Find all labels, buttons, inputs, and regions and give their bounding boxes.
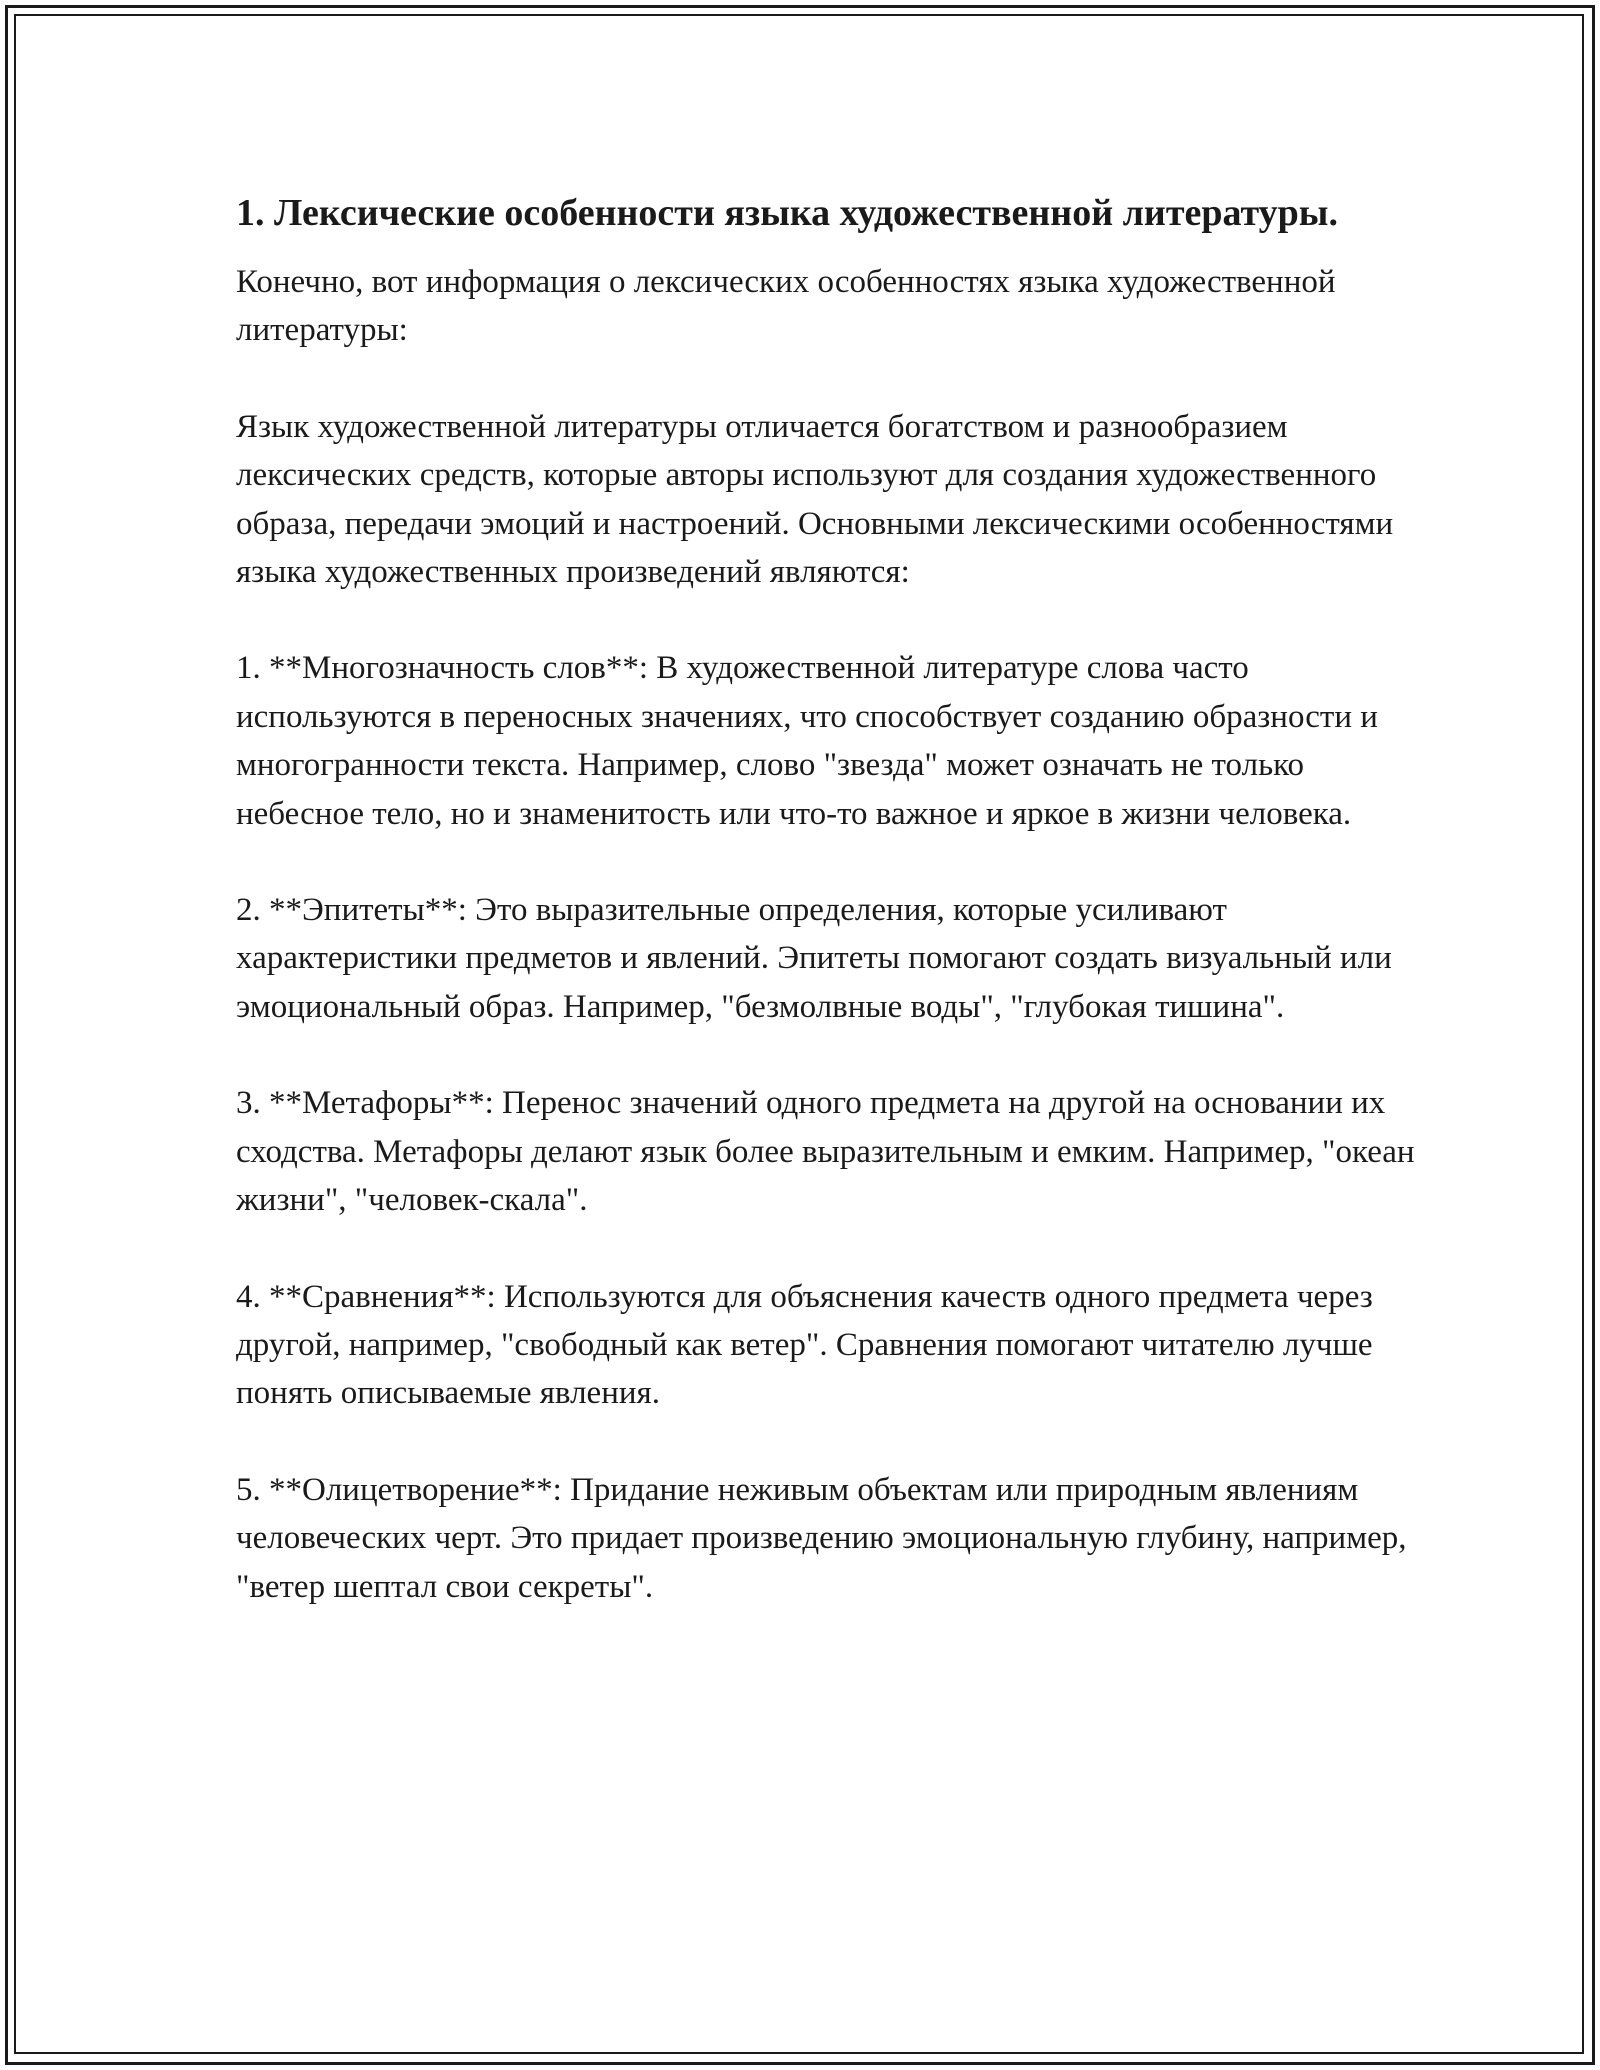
overview-paragraph: Язык художественной литературы отличается богатством и разнообразием лексических средств, которые авторы используют для создания художественного образа, передачи эмоций и настроений. Основными лексическими особенностями языка художественных произведений являются: <box>236 408 1394 591</box>
intro-paragraph: Конечно, вот информация о лексических особенностях языка художественной литературы: <box>236 264 1336 349</box>
list-item-personification: 5. **Олицетворение**: Придание неживым объектам или природным явлениям человеческих черт. Это придает произведению эмоциональную глубину, например, "ветер шептал свои секреты". <box>236 1471 1407 1605</box>
list-item-polysemy: 1. **Многозначность слов**: В художественной литературе слова часто используются в переносных значениях, что способствует созданию образности и многогранности текста. Например, слово "звезда" может означать не только небесное тело, но и знаменитость или что-то важное и яркое в жизни человека. <box>236 650 1378 832</box>
list-item-metaphors: 3. **Метафоры**: Перенос значений одного предмета на другой на основании их сходства. Метафоры делают язык более выразительным и емким. Например, "океан жизни", "человек-скала". <box>236 1085 1415 1219</box>
section-title: 1. Лексические особенности языка художественной литературы. <box>236 192 1338 234</box>
document-body <box>236 186 1416 1611</box>
list-item-comparisons: 4. **Сравнения**: Используются для объяснения качеств одного предмета через другой, например, "свободный как ветер". Сравнения помогают читателю лучше понять описываемые явления. <box>236 1278 1373 1412</box>
list-item-epithets: 2. **Эпитеты**: Это выразительные определения, которые усиливают характеристики предметов и явлений. Эпитеты помогают создать визуальный или эмоциональный образ. Например, "безмолвные воды", "глубокая тишина". <box>236 892 1392 1025</box>
